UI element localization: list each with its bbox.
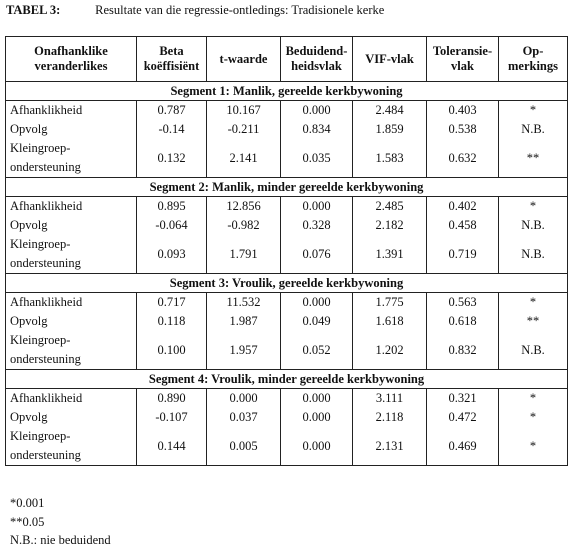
caption-title: Resultate van die regressie-ontledings: Tradisionele kerke <box>95 3 385 17</box>
significance-cell: 0.000 <box>281 389 353 409</box>
t-value-cell: 11.532 <box>207 293 281 313</box>
table-row <box>6 312 568 331</box>
beta-cell: 0.717 <box>137 293 207 313</box>
header-significance <box>281 37 353 82</box>
beta-cell: 0.895 <box>137 197 207 217</box>
variable-name-line: Afhanklikheid <box>10 199 83 213</box>
t-value-cell: 1.791 <box>207 235 281 274</box>
regression-table <box>5 36 568 466</box>
tolerance-cell: 0.632 <box>427 139 499 178</box>
significance-cell: 0.328 <box>281 216 353 235</box>
t-value-cell: 10.167 <box>207 101 281 121</box>
table-caption <box>6 1 384 19</box>
t-value-cell: 1.987 <box>207 312 281 331</box>
footnote: **0.05 <box>10 514 45 529</box>
variable-name-cell <box>6 120 137 139</box>
segment-header-row <box>6 82 568 101</box>
significance-cell: 0.076 <box>281 235 353 274</box>
tolerance-cell: 0.321 <box>427 389 499 409</box>
variable-name-cell <box>6 216 137 235</box>
remarks-cell: N.B. <box>499 216 568 235</box>
variable-name-cell <box>6 331 137 370</box>
vif-cell: 1.859 <box>353 120 427 139</box>
table-row <box>6 197 568 217</box>
variable-name-line: Opvolg <box>10 314 48 328</box>
tolerance-cell: 0.719 <box>427 235 499 274</box>
header-t-value-line-1: t-waarde <box>219 51 268 66</box>
segment-header-row <box>6 178 568 197</box>
header-variables-line-2: veranderlikes <box>34 59 108 73</box>
vif-cell: 2.485 <box>353 197 427 217</box>
vif-cell: 1.583 <box>353 139 427 178</box>
significance-cell: 0.000 <box>281 293 353 313</box>
table-row <box>6 139 568 178</box>
variable-name-line: Opvolg <box>10 218 48 232</box>
significance-cell: 0.000 <box>281 101 353 121</box>
header-significance-line-2: heidsvlak <box>291 59 342 73</box>
remarks-cell: * <box>499 101 568 121</box>
table-header <box>6 37 568 82</box>
header-row <box>6 37 568 82</box>
remarks-cell: N.B. <box>499 331 568 370</box>
significance-cell: 0.049 <box>281 312 353 331</box>
beta-cell: -0.107 <box>137 408 207 427</box>
vif-cell: 3.111 <box>353 389 427 409</box>
tolerance-cell: 0.832 <box>427 331 499 370</box>
vif-cell: 1.202 <box>353 331 427 370</box>
significance-cell: 0.000 <box>281 197 353 217</box>
header-significance-line-1: Beduidend- <box>285 44 348 58</box>
vif-cell: 2.131 <box>353 427 427 466</box>
variable-name-line: Afhanklikheid <box>10 391 83 405</box>
remarks-cell: ** <box>499 139 568 178</box>
remarks-cell: * <box>499 293 568 313</box>
variable-name-cell <box>6 427 137 466</box>
variable-name-line: Opvolg <box>10 410 48 424</box>
variable-name-line: Opvolg <box>10 122 48 136</box>
t-value-cell: 0.005 <box>207 427 281 466</box>
remarks-cell: N.B. <box>499 120 568 139</box>
t-value-cell: 0.000 <box>207 389 281 409</box>
header-variables-line-1: Onafhanklike <box>34 44 108 58</box>
beta-cell: -0.064 <box>137 216 207 235</box>
variable-name-line: Afhanklikheid <box>10 103 83 117</box>
variable-name-cell <box>6 408 137 427</box>
table-row <box>6 408 568 427</box>
header-t-value <box>207 37 281 82</box>
remarks-cell: N.B. <box>499 235 568 274</box>
header-tolerance-line-1: Toleransie- <box>432 44 493 58</box>
tolerance-cell: 0.403 <box>427 101 499 121</box>
variable-name-line: Kleingroep- <box>10 333 71 347</box>
vif-cell: 1.618 <box>353 312 427 331</box>
t-value-cell: 1.957 <box>207 331 281 370</box>
table-row <box>6 120 568 139</box>
tolerance-cell: 0.458 <box>427 216 499 235</box>
variable-name-cell <box>6 235 137 274</box>
beta-cell: 0.118 <box>137 312 207 331</box>
beta-cell: 0.787 <box>137 101 207 121</box>
significance-cell: 0.000 <box>281 408 353 427</box>
header-remarks-line-1: Op- <box>522 44 544 58</box>
footnote: N.B.: nie beduidend <box>10 533 111 547</box>
variable-name-line: ondersteuning <box>10 448 81 462</box>
variable-name-line: ondersteuning <box>10 160 81 174</box>
variable-name-line: Afhanklikheid <box>10 295 83 309</box>
variable-name-line: ondersteuning <box>10 256 81 270</box>
beta-cell: -0.14 <box>137 120 207 139</box>
remarks-cell: ** <box>499 312 568 331</box>
segment-header-row <box>6 274 568 293</box>
header-beta-line-2: koëffisiënt <box>143 59 200 73</box>
variable-name-line: ondersteuning <box>10 352 81 366</box>
header-remarks <box>499 37 568 82</box>
beta-cell: 0.132 <box>137 139 207 178</box>
t-value-cell: 2.141 <box>207 139 281 178</box>
variable-name-cell <box>6 293 137 313</box>
segment-header-row <box>6 370 568 389</box>
segment-title: Segment 3: Vroulik, gereelde kerkbywoning <box>6 274 568 293</box>
vif-cell: 2.118 <box>353 408 427 427</box>
t-value-cell: 12.856 <box>207 197 281 217</box>
header-remarks-line-2: merkings <box>508 59 558 73</box>
variable-name-cell <box>6 101 137 121</box>
significance-cell: 0.000 <box>281 427 353 466</box>
variable-name-cell <box>6 197 137 217</box>
vif-cell: 1.391 <box>353 235 427 274</box>
tolerance-cell: 0.469 <box>427 427 499 466</box>
vif-cell: 1.775 <box>353 293 427 313</box>
beta-cell: 0.100 <box>137 331 207 370</box>
footnote: *0.001 <box>10 496 45 510</box>
vif-cell: 2.182 <box>353 216 427 235</box>
segment-title: Segment 1: Manlik, gereelde kerkbywoning <box>6 82 568 101</box>
variable-name-line: Kleingroep- <box>10 141 71 155</box>
header-beta <box>137 37 207 82</box>
tolerance-cell: 0.618 <box>427 312 499 331</box>
table-row <box>6 331 568 370</box>
table-body <box>6 82 568 466</box>
segment-title: Segment 2: Manlik, minder gereelde kerkbywoning <box>6 178 568 197</box>
caption-label: TABEL 3: <box>6 3 61 17</box>
table-row <box>6 216 568 235</box>
header-tolerance-line-2: vlak <box>451 59 474 73</box>
variable-name-line: Kleingroep- <box>10 429 71 443</box>
beta-cell: 0.144 <box>137 427 207 466</box>
header-beta-line-1: Beta <box>159 44 184 58</box>
beta-cell: 0.093 <box>137 235 207 274</box>
tolerance-cell: 0.538 <box>427 120 499 139</box>
variable-name-cell <box>6 389 137 409</box>
header-vif <box>353 37 427 82</box>
t-value-cell: -0.211 <box>207 120 281 139</box>
table-row <box>6 427 568 466</box>
table-row <box>6 389 568 409</box>
variable-name-cell <box>6 312 137 331</box>
remarks-cell: * <box>499 197 568 217</box>
header-vif-line-1: VIF-vlak <box>365 51 414 66</box>
vif-cell: 2.484 <box>353 101 427 121</box>
table-row <box>6 101 568 121</box>
significance-cell: 0.834 <box>281 120 353 139</box>
segment-title: Segment 4: Vroulik, minder gereelde kerkbywoning <box>6 370 568 389</box>
table-row <box>6 235 568 274</box>
t-value-cell: 0.037 <box>207 408 281 427</box>
t-value-cell: -0.982 <box>207 216 281 235</box>
tolerance-cell: 0.472 <box>427 408 499 427</box>
remarks-cell: * <box>499 427 568 466</box>
beta-cell: 0.890 <box>137 389 207 409</box>
tolerance-cell: 0.563 <box>427 293 499 313</box>
significance-cell: 0.052 <box>281 331 353 370</box>
tolerance-cell: 0.402 <box>427 197 499 217</box>
variable-name-line: Kleingroep- <box>10 237 71 251</box>
remarks-cell: * <box>499 408 568 427</box>
significance-cell: 0.035 <box>281 139 353 178</box>
header-variables <box>6 37 137 82</box>
header-tolerance <box>427 37 499 82</box>
table-row <box>6 293 568 313</box>
variable-name-cell <box>6 139 137 178</box>
table-footnotes <box>10 494 111 550</box>
remarks-cell: * <box>499 389 568 409</box>
